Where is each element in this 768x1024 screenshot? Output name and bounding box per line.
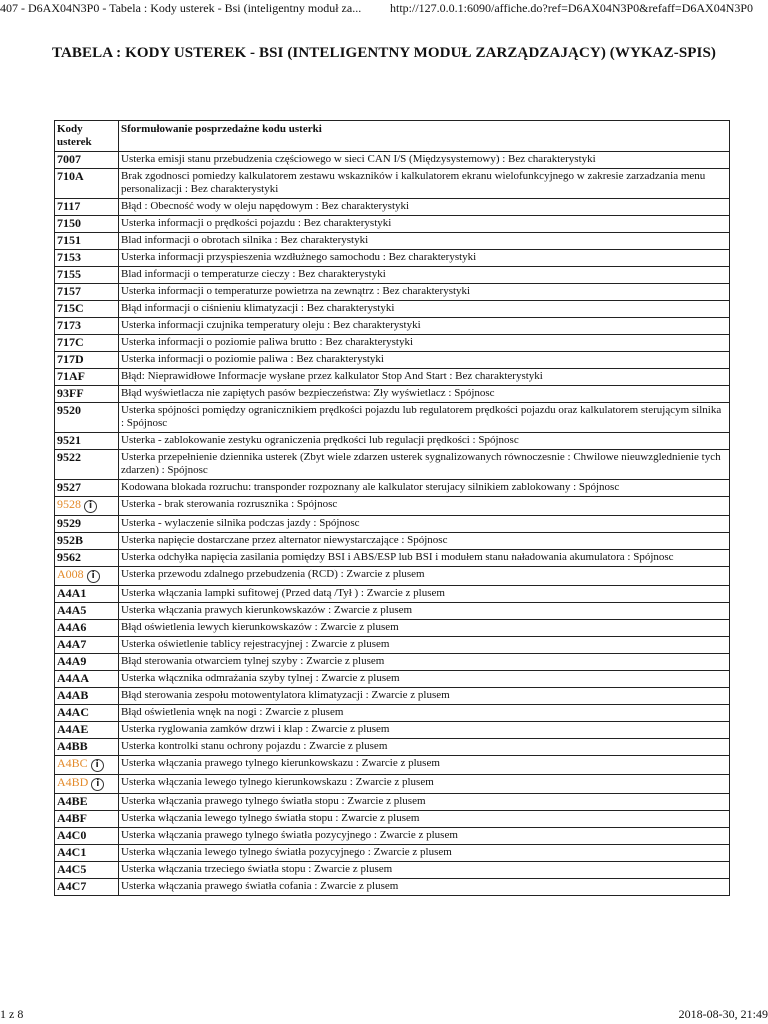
- fault-description-cell: Usterka włączania lewego tylnego światła pozycyjnego : Zwarcie z plusem: [119, 845, 730, 862]
- fault-code-cell: [55, 688, 119, 705]
- fault-code: A4AA: [57, 671, 89, 685]
- fault-code-cell: [55, 450, 119, 480]
- print-footer: [0, 1006, 768, 1022]
- table-row: [55, 352, 730, 369]
- fault-code-cell: [55, 352, 119, 369]
- fault-code-link[interactable]: 9528: [57, 497, 81, 511]
- fault-code-cell: [55, 233, 119, 250]
- fault-code: A4C1: [57, 845, 87, 859]
- fault-code-cell: [55, 811, 119, 828]
- fault-code-cell: [55, 169, 119, 199]
- fault-code-cell: [55, 671, 119, 688]
- table-row: [55, 267, 730, 284]
- fault-description-cell: Blad informacji o temperaturze cieczy : Bez charakterystyki: [119, 267, 730, 284]
- fault-code: 9520: [57, 403, 81, 417]
- fault-code: 710A: [57, 169, 84, 183]
- fault-code-cell: [55, 586, 119, 603]
- fault-code-cell: [55, 216, 119, 233]
- table-row: [55, 480, 730, 497]
- fault-code: A4A6: [57, 620, 87, 634]
- fault-code-cell: [55, 739, 119, 756]
- fault-description-cell: Błąd: Nieprawidłowe Informacje wysłane przez kalkulator Stop And Start : Bez charakterystyki: [119, 369, 730, 386]
- fault-description-cell: Usterka informacji o prędkości pojazdu : Bez charakterystyki: [119, 216, 730, 233]
- fault-description-cell: Kodowana blokada rozruchu: transponder rozpoznany ale kalkulator sterujacy silnikiem zablokowany : Spójnosc: [119, 480, 730, 497]
- page-number: 1 z 8: [0, 1007, 24, 1021]
- fault-code: 7173: [57, 318, 81, 332]
- fault-description-cell: Usterka włączania prawych kierunkowskazów : Zwarcie z plusem: [119, 603, 730, 620]
- fault-description-cell: Usterka włączania prawego światła cofania : Zwarcie z plusem: [119, 879, 730, 896]
- fault-code-cell: [55, 318, 119, 335]
- table-row: [55, 318, 730, 335]
- table-row: [55, 775, 730, 794]
- fault-code: 715C: [57, 301, 84, 315]
- fault-code-cell: [55, 516, 119, 533]
- fault-code: 7007: [57, 152, 81, 166]
- fault-description-cell: Usterka przewodu zdalnego przebudzenia (RCD) : Zwarcie z plusem: [119, 567, 730, 586]
- fault-description-cell: Usterka informacji o poziomie paliwa : Bez charakterystyki: [119, 352, 730, 369]
- fault-description-cell: Błąd sterowania otwarciem tylnej szyby : Zwarcie z plusem: [119, 654, 730, 671]
- fault-code: 9527: [57, 480, 81, 494]
- table-row: [55, 369, 730, 386]
- info-icon[interactable]: i: [91, 778, 104, 791]
- table-row: [55, 169, 730, 199]
- fault-description-cell: Usterka informacji o temperaturze powietrza na zewnątrz : Bez charakterystyki: [119, 284, 730, 301]
- table-row: [55, 654, 730, 671]
- fault-description-cell: Błąd informacji o ciśnieniu klimatyzacji : Bez charakterystyki: [119, 301, 730, 318]
- table-row: [55, 756, 730, 775]
- fault-description-cell: Usterka informacji o poziomie paliwa brutto : Bez charakterystyki: [119, 335, 730, 352]
- fault-code-cell: [55, 433, 119, 450]
- fault-code: 7155: [57, 267, 81, 281]
- table-row: [55, 688, 730, 705]
- fault-description-cell: Usterka informacji przyspieszenia wzdłużnego samochodu : Bez charakterystyki: [119, 250, 730, 267]
- fault-code-cell: [55, 828, 119, 845]
- fault-code-cell: [55, 705, 119, 722]
- fault-code: A4A9: [57, 654, 87, 668]
- fault-description-cell: Usterka włączania lewego tylnego światła stopu : Zwarcie z plusem: [119, 811, 730, 828]
- fault-code-cell: [55, 199, 119, 216]
- fault-code-cell: [55, 152, 119, 169]
- table-row: [55, 233, 730, 250]
- print-header-title: 407 - D6AX04N3P0 - Tabela : Kody usterek - Bsi (inteligentny moduł za...: [0, 1, 362, 15]
- fault-code-link[interactable]: A4BC: [57, 756, 88, 770]
- table-row: [55, 739, 730, 756]
- fault-code: 952B: [57, 533, 84, 547]
- table-row: [55, 403, 730, 433]
- table-row: [55, 828, 730, 845]
- fault-code-cell: [55, 879, 119, 896]
- column-header-description: Sformułowanie posprzedażne kodu usterki: [119, 121, 730, 152]
- fault-code: A4A1: [57, 586, 87, 600]
- fault-code-cell: [55, 267, 119, 284]
- fault-description-cell: Usterka - zablokowanie zestyku ograniczenia prędkości lub regulacji prędkości : Spójnosc: [119, 433, 730, 450]
- fault-code-cell: [55, 620, 119, 637]
- fault-code-cell: [55, 250, 119, 267]
- fault-code: A4A5: [57, 603, 87, 617]
- fault-description-cell: Usterka ryglowania zamków drzwi i klap : Zwarcie z plusem: [119, 722, 730, 739]
- fault-description-cell: Usterka informacji czujnika temperatury oleju : Bez charakterystyki: [119, 318, 730, 335]
- info-icon[interactable]: i: [87, 570, 100, 583]
- fault-code-cell: [55, 301, 119, 318]
- fault-description-cell: Usterka emisji stanu przebudzenia częściowego w sieci CAN I/S (Międzysystemowy) : Bez charakterystyki: [119, 152, 730, 169]
- fault-code-cell: [55, 533, 119, 550]
- fault-code: 93FF: [57, 386, 84, 400]
- table-body: [55, 152, 730, 896]
- table-row: [55, 386, 730, 403]
- table-row: [55, 199, 730, 216]
- fault-code: 71AF: [57, 369, 85, 383]
- fault-description-cell: Usterka włączania prawego tylnego kierunkowskazu : Zwarcie z plusem: [119, 756, 730, 775]
- table-row: [55, 335, 730, 352]
- table-row: [55, 879, 730, 896]
- fault-code: A4BE: [57, 794, 88, 808]
- fault-code: 7150: [57, 216, 81, 230]
- fault-code-cell: [55, 480, 119, 497]
- fault-code: 9521: [57, 433, 81, 447]
- fault-description-cell: Usterka kontrolki stanu ochrony pojazdu : Zwarcie z plusem: [119, 739, 730, 756]
- fault-code: A4C0: [57, 828, 87, 842]
- column-header-codes: Kody usterek: [55, 121, 119, 152]
- fault-code-cell: [55, 794, 119, 811]
- fault-code-cell: [55, 637, 119, 654]
- fault-code: 9529: [57, 516, 81, 530]
- fault-code-cell: [55, 284, 119, 301]
- fault-description-cell: Błąd oświetlenia wnęk na nogi : Zwarcie z plusem: [119, 705, 730, 722]
- table-row: [55, 586, 730, 603]
- fault-description-cell: Usterka włączania prawego tylnego światła stopu : Zwarcie z plusem: [119, 794, 730, 811]
- fault-description-cell: Usterka włączania prawego tylnego światła pozycyjnego : Zwarcie z plusem: [119, 828, 730, 845]
- fault-code-cell: [55, 550, 119, 567]
- table-row: [55, 533, 730, 550]
- table-row: [55, 152, 730, 169]
- fault-description-cell: Błąd sterowania zespołu motowentylatora klimatyzacji : Zwarcie z plusem: [119, 688, 730, 705]
- table-row: [55, 794, 730, 811]
- table-row: [55, 620, 730, 637]
- fault-code-cell[interactable]: [55, 775, 119, 794]
- fault-description-cell: Usterka oświetlenie tablicy rejestracyjnej : Zwarcie z plusem: [119, 637, 730, 654]
- fault-description-cell: Usterka włączania trzeciego światła stopu : Zwarcie z plusem: [119, 862, 730, 879]
- table-row: [55, 497, 730, 516]
- fault-description-cell: Usterka przepełnienie dziennika usterek (Zbyt wiele zdarzen usterek sygnalizowanych równoczesnie : Chwilowe nieuwzglednienie tych zdarzen) : Spójnosc: [119, 450, 730, 480]
- table-row: [55, 862, 730, 879]
- fault-description-cell: Usterka - wylaczenie silnika podczas jazdy : Spójnosc: [119, 516, 730, 533]
- fault-code: 7117: [57, 199, 81, 213]
- fault-description-cell: Błąd : Obecność wody w oleju napędowym : Bez charakterystyki: [119, 199, 730, 216]
- fault-code-cell: [55, 862, 119, 879]
- table-row: [55, 603, 730, 620]
- fault-code-cell: [55, 369, 119, 386]
- fault-code: A4C7: [57, 879, 87, 893]
- fault-code-link[interactable]: A4BD: [57, 775, 89, 789]
- table-row: [55, 705, 730, 722]
- fault-code-cell: [55, 335, 119, 352]
- fault-code: 7151: [57, 233, 81, 247]
- fault-code: A4BB: [57, 739, 88, 753]
- info-icon[interactable]: i: [84, 500, 97, 513]
- fault-description-cell: Usterka włączania lampki sufitowej (Przed datą /Tył ) : Zwarcie z plusem: [119, 586, 730, 603]
- fault-description-cell: Usterka włącznika odmrażania szyby tylnej : Zwarcie z plusem: [119, 671, 730, 688]
- fault-code: 9562: [57, 550, 81, 564]
- fault-code: 717D: [57, 352, 84, 366]
- fault-description-cell: Brak zgodnosci pomiedzy kalkulatorem zestawu wskazników i kalkulatorem ekranu wielofunkcyjnego w zakresie zarzadzania menu personalizacji : Bez charakterystyki: [119, 169, 730, 199]
- info-icon[interactable]: i: [91, 759, 104, 772]
- fault-description-cell: Błąd wyświetlacza nie zapiętych pasów bezpieczeństwa: Zły wyświetlacz : Spójnosc: [119, 386, 730, 403]
- fault-description-cell: Usterka spójności pomiędzy ogranicznikiem prędkości pojazdu lub regulatorem prędkości pojazdu oraz kalkulatorem sterującym silnika : Spójnosc: [119, 403, 730, 433]
- fault-code: A4AC: [57, 705, 89, 719]
- table-row: [55, 301, 730, 318]
- fault-code-cell[interactable]: [55, 756, 119, 775]
- fault-code-cell: [55, 845, 119, 862]
- fault-code-cell: [55, 403, 119, 433]
- fault-code: A4AB: [57, 688, 89, 702]
- table-row: [55, 722, 730, 739]
- print-datetime: 2018-08-30, 21:49: [678, 1007, 768, 1021]
- table-row: [55, 450, 730, 480]
- fault-code-cell[interactable]: [55, 567, 119, 586]
- fault-description-cell: Błąd oświetlenia lewych kierunkowskazów : Zwarcie z plusem: [119, 620, 730, 637]
- fault-code-cell: [55, 654, 119, 671]
- fault-code: 717C: [57, 335, 84, 349]
- table-row: [55, 250, 730, 267]
- fault-code-cell[interactable]: [55, 497, 119, 516]
- fault-code-cell: [55, 386, 119, 403]
- fault-code-cell: [55, 722, 119, 739]
- fault-code: A4BF: [57, 811, 87, 825]
- table-row: [55, 216, 730, 233]
- fault-code: A4C5: [57, 862, 87, 876]
- fault-code-cell: [55, 603, 119, 620]
- fault-description-cell: Blad informacji o obrotach silnika : Bez charakterystyki: [119, 233, 730, 250]
- print-header: [0, 0, 768, 16]
- table-row: [55, 516, 730, 533]
- table-row: [55, 845, 730, 862]
- fault-code-link[interactable]: A008: [57, 567, 84, 581]
- fault-description-cell: Usterka włączania lewego tylnego kierunkowskazu : Zwarcie z plusem: [119, 775, 730, 794]
- fault-description-cell: Usterka odchyłka napięcia zasilania pomiędzy BSI i ABS/ESP lub BSI i modułem stanu naładowania akumulatora : Spójnosc: [119, 550, 730, 567]
- table-row: [55, 550, 730, 567]
- fault-codes-table: [54, 120, 730, 896]
- table-header-row: [55, 121, 730, 152]
- fault-description-cell: Usterka - brak sterowania rozrusznika : Spójnosc: [119, 497, 730, 516]
- fault-code: 9522: [57, 450, 81, 464]
- fault-code: A4A7: [57, 637, 87, 651]
- fault-description-cell: Usterka napięcie dostarczane przez alternator niewystarczające : Spójnosc: [119, 533, 730, 550]
- table-row: [55, 567, 730, 586]
- fault-code: 7153: [57, 250, 81, 264]
- page-title: TABELA : KODY USTEREK - BSI (INTELIGENTNY MODUŁ ZARZĄDZAJĄCY) (WYKAZ-SPIS): [51, 45, 716, 61]
- table-row: [55, 284, 730, 301]
- table-row: [55, 433, 730, 450]
- table-row: [55, 811, 730, 828]
- fault-code: A4AE: [57, 722, 89, 736]
- table-row: [55, 637, 730, 654]
- table-row: [55, 671, 730, 688]
- print-header-url: http://127.0.0.1:6090/affiche.do?ref=D6AX04N3P0&refaff=D6AX04N3P0: [390, 1, 754, 15]
- fault-code: 7157: [57, 284, 81, 298]
